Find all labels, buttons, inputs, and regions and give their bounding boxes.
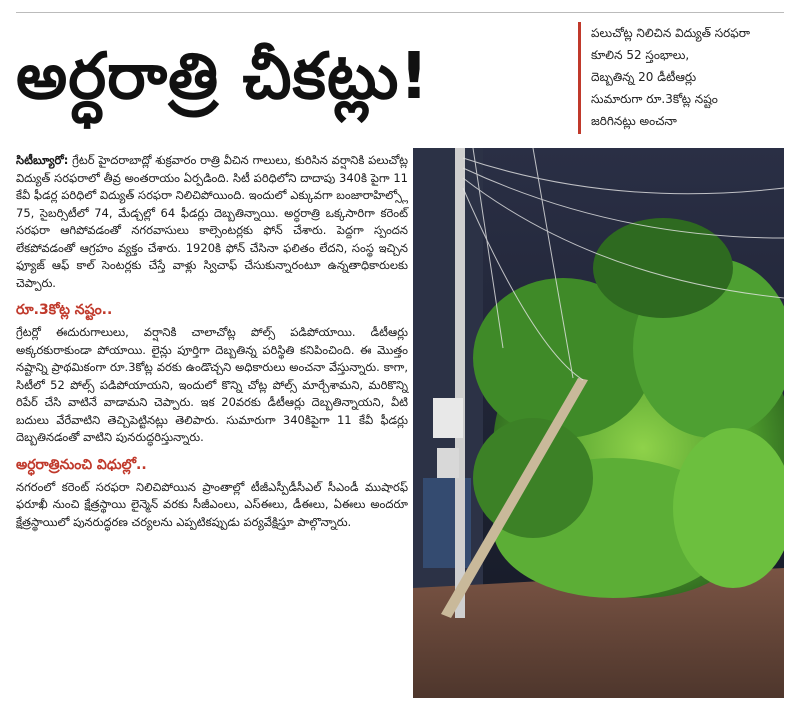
headline: అర్ధరాత్రి చీకట్లు!	[16, 40, 430, 114]
top-rule	[16, 12, 784, 13]
summary-line: కూలిన 52 స్తంభాలు,	[591, 48, 690, 62]
summary-box	[578, 22, 792, 134]
dateline: సిటీబ్యూరో:	[16, 153, 69, 167]
summary-line: పలుచోట్ల నిలిచిన విద్యుత్ సరఫరా	[591, 26, 751, 40]
article-paragraph-2	[16, 324, 408, 447]
article-paragraph-1	[16, 152, 408, 292]
paragraph-text: గ్రేటర్ హైదరాబాద్లో శుక్రవారం రాత్రి వీచిన గాలులు, కురిసిన వర్షానికి పలుచోట్ల విద్యుత్ సరఫరాలో తీవ్ర అంతరాయం ఏర్పడింది. సిటీ పరిధిలోని దాదాపు 340కి పైగా 11 కేవీ ఫీడర్ల పరిధిలో విద్యుత్ సరఫరా నిలిచిపోయింది. ఇందులో ఎక్కువగా బంజారాహిల్స్లో 75, సైబర్సిటీలో 74, మేడ్చల్లో 64 ఫీడర్లు దెబ్బతిన్నాయి. అర్ధరాత్రి ఒక్కసారిగా కరెంట్ సరఫరా ఆగిపోవడంతో నగరవాసులు కాల్సెంటర్లకు ఫోన్ చేశారు. పెద్దగా స్పందన లేకపోవడంతో ఆగ్రహం వ్యక్తం చేశారు. 1920కి ఫోన్ చేసినా ఫలితం లేదని, సంస్థ ఇచ్చిన ఫ్యూజ్ ఆఫ్ కాల్ సెంటర్లకు చేస్తే వాళ్లు స్విచాఫ్ చేసుకున్నారంటూ ఉన్నతాధికారులకు చెప్పారు.	[16, 153, 408, 290]
summary-line: దెబ్బతిన్న 20 డీటీఆర్లు	[591, 70, 697, 84]
paragraph-text: నగరంలో కరెంట్ సరఫరా నిలిచిపోయిన ప్రాంతాల్లో టీజీఎస్పీడీసీఎల్ సీఎండీ ముషారఫ్ ఫరూఖీ నుంచి క్షేత్రస్థాయి లైన్మెన్ వరకు సీజీఎంలు, ఎస్ఈలు, డీఈలు, ఏఈలు అందరూ క్షేత్రస్థాయిలో పునరుద్ధరణ చర్యలను ఎప్పటికప్పుడు పర్యవేక్షిస్తూ పాల్గొన్నారు.	[16, 479, 408, 529]
photo-illustration	[413, 148, 784, 698]
transformer-box	[433, 398, 463, 438]
article-column	[16, 152, 408, 531]
summary-line: సుమారుగా రూ.3కోట్ల నష్టం	[591, 92, 718, 106]
paragraph-text: గ్రేటర్లో ఈదురుగాలులు, వర్షానికి చాలాచోట్ల పోల్స్ పడిపోయాయి. డీటీఆర్లు అక్కరకురాకుండా పోయాయి. లైన్లు పూర్తిగా దెబ్బతిన్న పరిస్థితి కనిపించింది. ఈ మొత్తం నష్టాన్ని ప్రాథమికంగా రూ.3కోట్ల వరకు ఉండొచ్చని అధికారులు అంచనా వేస్తున్నారు. కాగా, సిటీలో 52 పోల్స్ పడిపోయాయని, ఇందులో కొన్ని చోట్ల పోల్స్ మార్చేశామని, మరికొన్ని రిపేర్ చేసి వాటినే వాడామని చెప్పారు. ఇక 20వరకు డీటీఆర్లు దెబ్బతిన్నాయని, వీటి బదులు వేరేవాటిని తెచ్చిపెట్టినట్లు తెలిపారు. సుమారుగా 340కిపైగా 11 కేవీ ఫీడర్లు దెబ్బతినడంతో వాటిని పునరుద్ధరిస్తున్నారు.	[16, 325, 408, 444]
standing-pole	[455, 148, 465, 618]
summary-line: జరిగినట్లు అంచనా	[591, 114, 677, 128]
meter-box	[437, 448, 459, 478]
fallen-pole-photo	[413, 148, 784, 698]
subheading-midnight-duty: అర్ధరాత్రినుంచి విధుల్లో..	[16, 456, 147, 473]
article-paragraph-3	[16, 479, 408, 532]
subheading-loss: రూ.3కోట్ల నష్టం..	[16, 302, 113, 318]
